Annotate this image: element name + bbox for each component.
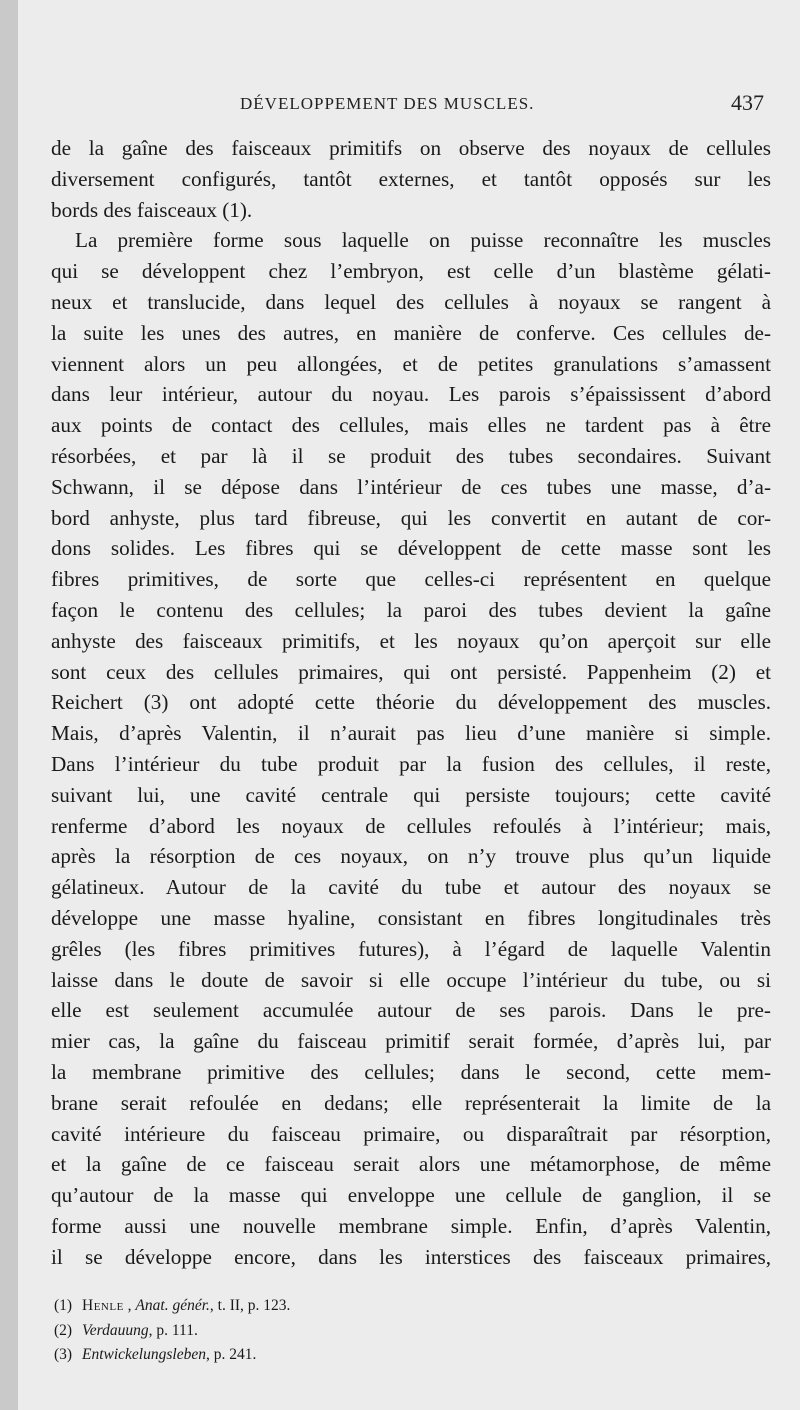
- footnote-title: Entwickelungsleben: [82, 1346, 206, 1363]
- text-line: La première forme sous laquelle on puisse reconnaître les muscles: [75, 228, 771, 253]
- text-line: il se développe encore, dans les interstices des faisceaux primaires,: [51, 1244, 771, 1269]
- text-line: mier cas, la gaîne du faisceau primitif serait formée, d’après lui, par: [51, 1029, 771, 1054]
- footnote: [54, 1343, 654, 1368]
- text-line: brane serait refoulée en dedans; elle représenterait la limite de la: [51, 1090, 771, 1115]
- footnote-number: (2): [54, 1321, 73, 1339]
- text-line: aux points de contact des cellules, mais elles ne tardent pas à être: [51, 413, 771, 438]
- body-text: [51, 133, 771, 1272]
- text-line: et la gaîne de ce faisceau serait alors une métamorphose, de même: [51, 1152, 771, 1177]
- text-line: la suite les unes des autres, en manière de conferve. Ces cellules de-: [51, 320, 771, 345]
- page-header: [18, 90, 800, 120]
- footnote-number: (1): [54, 1297, 73, 1314]
- footnote-reference: , p. 241.: [205, 1346, 257, 1363]
- text-line: gélatineux. Autour de la cavité du tube et autour des noyaux se: [51, 875, 771, 900]
- text-line: dons solides. Les fibres qui se développent de cette masse sont les: [51, 536, 771, 561]
- text-line: suivant lui, une cavité centrale qui persiste toujours; cette cavité: [51, 782, 771, 807]
- text-line: diversement configurés, tantôt externes, et tantôt opposés sur les: [51, 166, 771, 191]
- text-line: anhyste des faisceaux primitifs, et les noyaux qu’on aperçoit sur elle: [51, 628, 771, 653]
- text-line: bords des faisceaux (1).: [51, 197, 253, 222]
- text-line: grêles (les fibres primitives futures), à l’égard de laquelle Valentin: [51, 936, 771, 961]
- text-line: développe une masse hyaline, consistant en fibres longitudinales très: [51, 905, 771, 930]
- text-line: fibres primitives, de sorte que celles-ci représentent en quelque: [51, 567, 771, 592]
- text-line: renferme d’abord les noyaux de cellules refoulés à l’intérieur; mais,: [51, 813, 771, 838]
- footnote-reference: , p. 111.: [148, 1321, 198, 1339]
- page-number: 437: [731, 90, 764, 115]
- text-line: Reichert (3) ont adopté cette théorie du développement des muscles.: [51, 690, 771, 715]
- running-title: DÉVELOPPEMENT DES MUSCLES.: [240, 94, 535, 113]
- text-line: laisse dans le doute de savoir si elle occupe l’intérieur du tube, ou si: [51, 967, 771, 992]
- footnotes: [54, 1294, 654, 1368]
- text-line: elle est seulement accumulée autour de ses parois. Dans le pre-: [51, 998, 771, 1023]
- footnote-number: (3): [54, 1346, 73, 1363]
- footnote-author: Henle: [82, 1297, 124, 1314]
- text-line: résorbées, et par là il se produit des tubes secondaires. Suivant: [51, 443, 771, 468]
- footnote-reference: , t. II, p. 123.: [209, 1297, 291, 1314]
- text-line: dans leur intérieur, autour du noyau. Les parois s’épaississent d’abord: [51, 382, 771, 407]
- text-line: Mais, d’après Valentin, il n’aurait pas lieu d’une manière si simple.: [51, 721, 771, 746]
- text-line: qu’autour de la masse qui enveloppe une cellule de ganglion, il se: [51, 1183, 771, 1208]
- text-line: de la gaîne des faisceaux primitifs on observe des noyaux de cellules: [51, 136, 771, 160]
- text-line: qui se développent chez l’embryon, est celle d’un blastème gélati-: [51, 259, 771, 284]
- text-line: sont ceux des cellules primaires, qui ont persisté. Pappenheim (2) et: [51, 659, 771, 684]
- text-line: viennent alors un peu allongées, et de petites granulations s’amassent: [51, 351, 771, 376]
- text-line: Schwann, il se dépose dans l’intérieur de ces tubes une masse, d’a-: [51, 474, 771, 499]
- text-line: bord anhyste, plus tard fibreuse, qui les convertit en autant de cor-: [51, 505, 771, 530]
- text-line: la membrane primitive des cellules; dans le second, cette mem-: [51, 1059, 771, 1084]
- text-line: façon le contenu des cellules; la paroi des tubes devient la gaîne: [51, 597, 771, 622]
- text-line: cavité intérieure du faisceau primaire, ou disparaîtrait par résorption,: [51, 1121, 771, 1146]
- footnote: [54, 1294, 654, 1319]
- footnote: [54, 1319, 654, 1344]
- book-page: [18, 0, 800, 1410]
- text-line: Dans l’intérieur du tube produit par la fusion des cellules, il reste,: [51, 751, 771, 776]
- footnote-title: Anat. génér.: [135, 1297, 210, 1314]
- text-line: forme aussi une nouvelle membrane simple. Enfin, d’après Valentin,: [51, 1213, 771, 1238]
- text-line: après la résorption de ces noyaux, on n’y trouve plus qu’un liquide: [51, 844, 771, 869]
- footnote-title: Verdauung: [82, 1321, 149, 1339]
- footnote-separator: ,: [123, 1297, 136, 1314]
- text-line: neux et translucide, dans lequel des cellules à noyaux se rangent à: [51, 289, 771, 314]
